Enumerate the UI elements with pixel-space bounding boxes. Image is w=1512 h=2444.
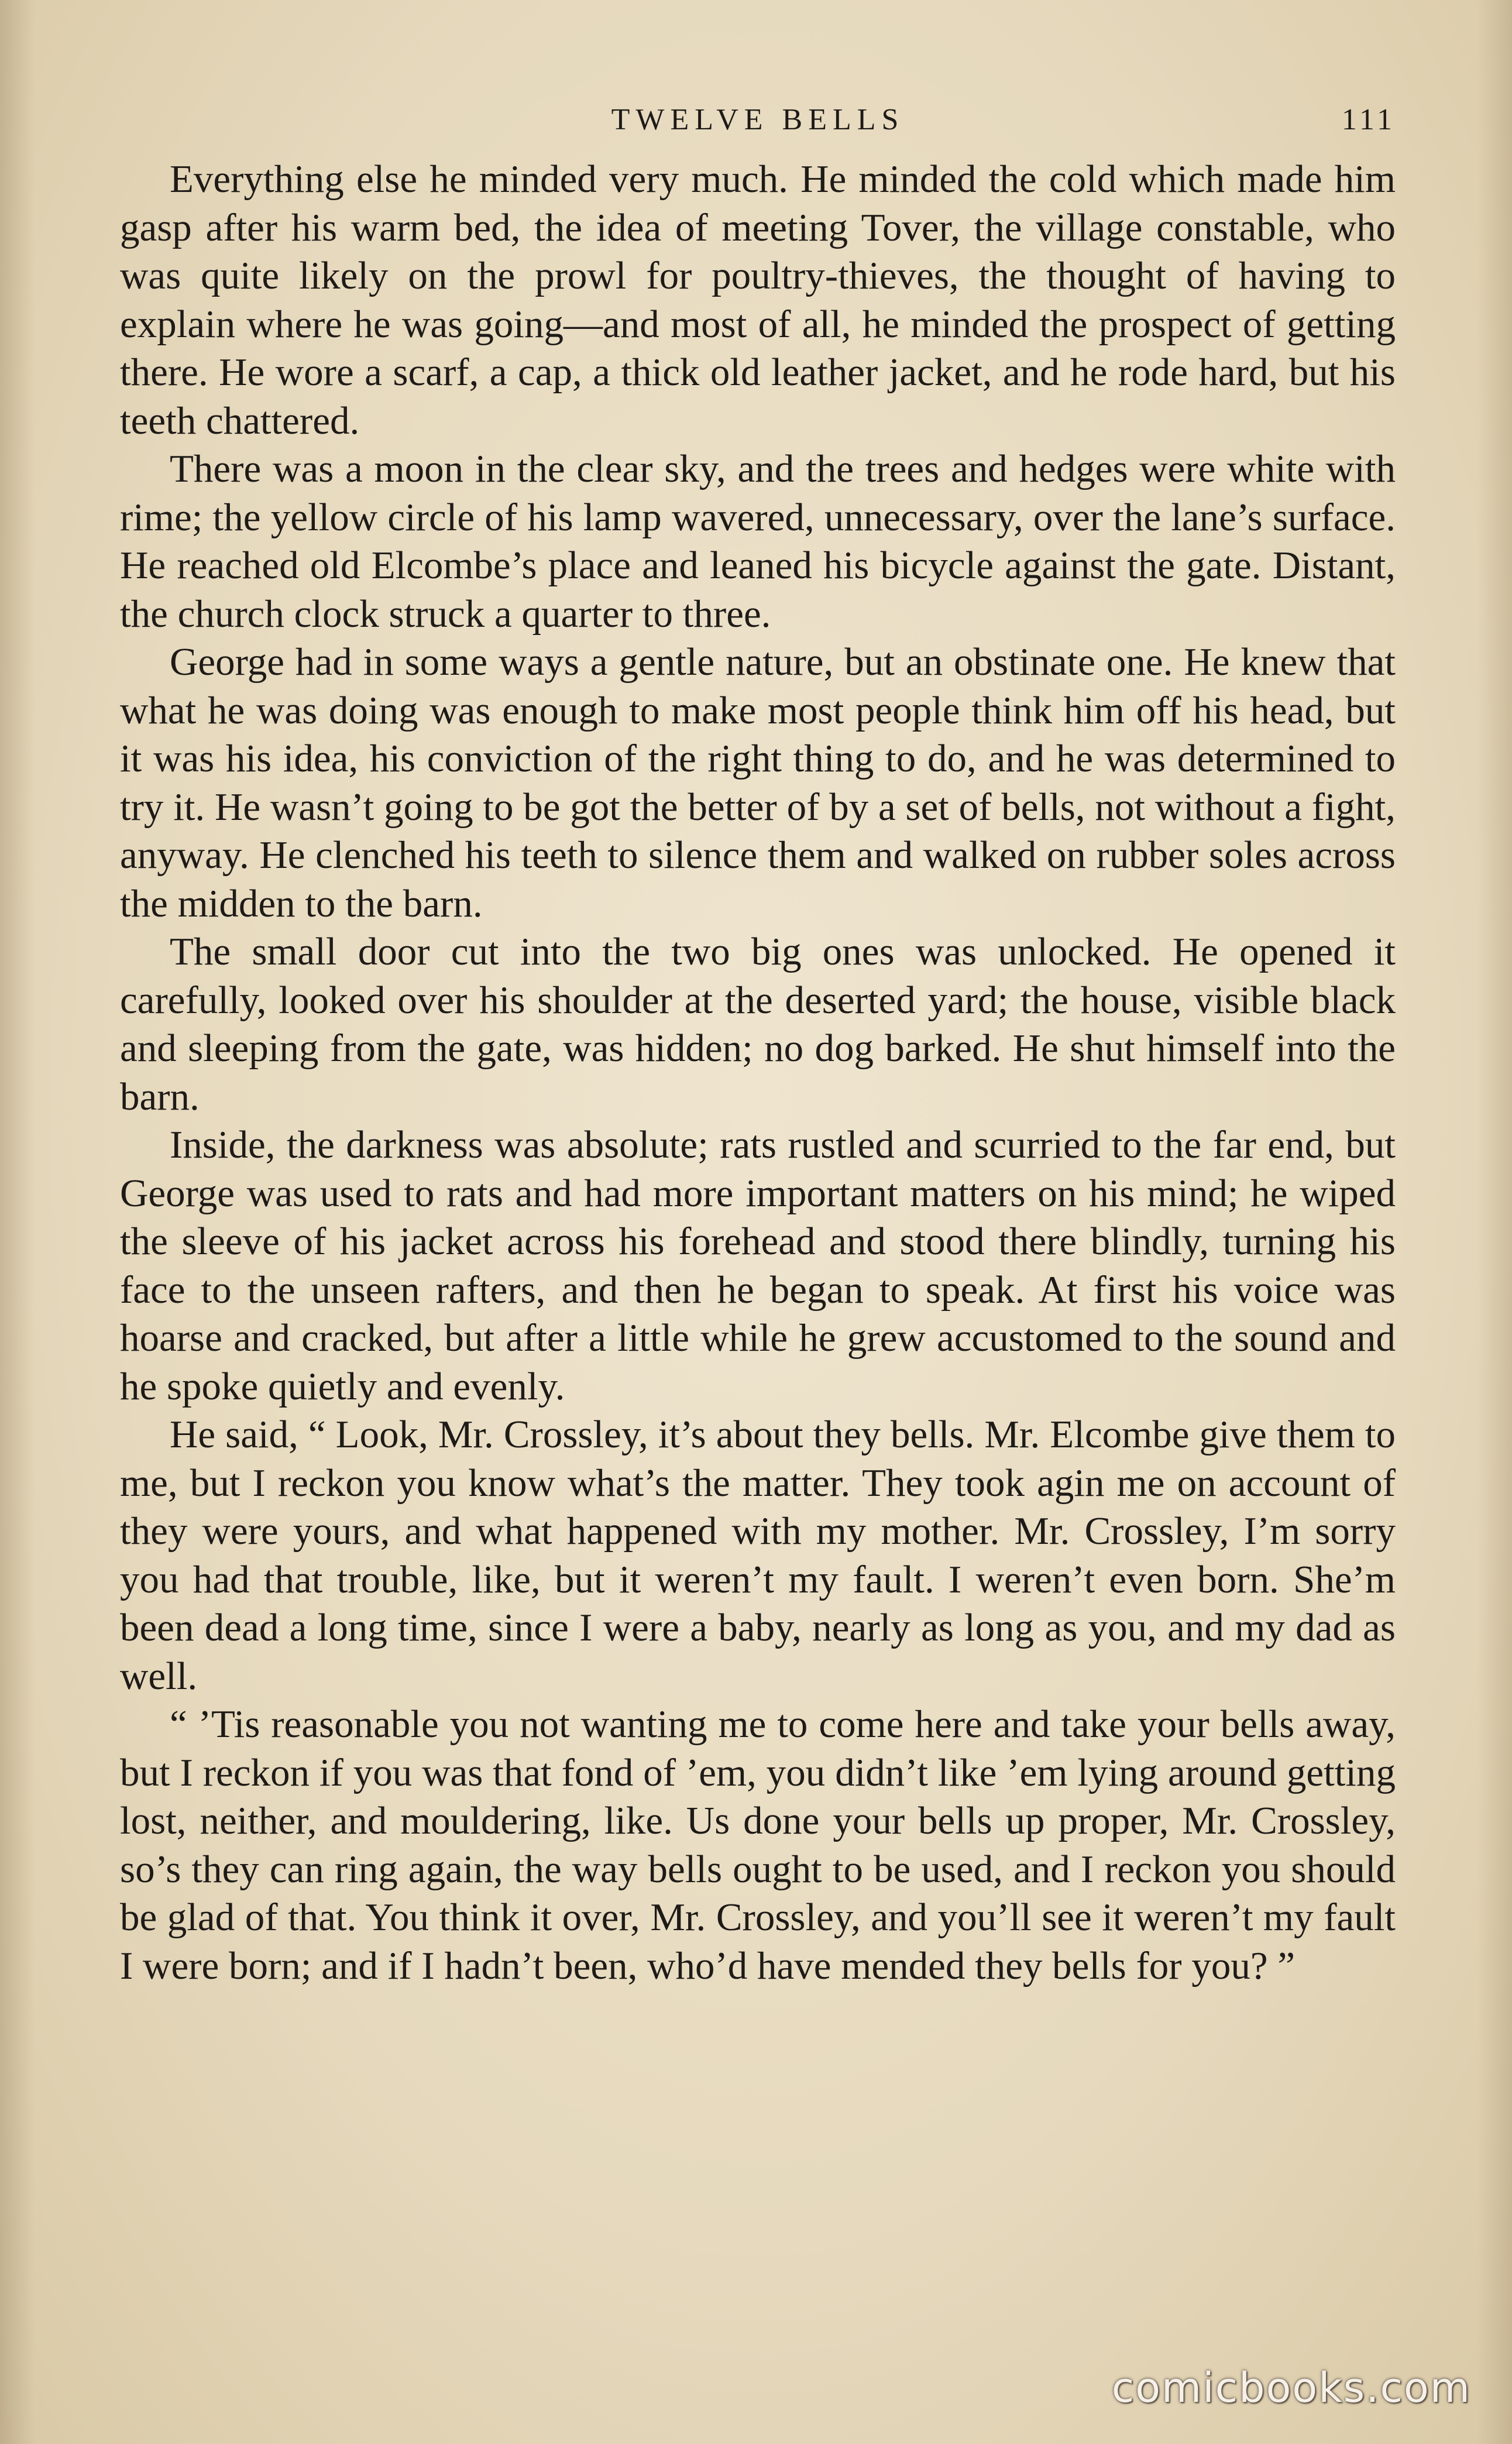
paragraph: “ ’Tis reasonable you not wanting me to come here and take your bells away, but I reckon if you was that fond of ’em, you didn’t like ’em lying around getting lost, neither, and mouldering, like. Us done your bells up proper, Mr. Crossley, so’s they can ring again, the way bells ought to be used, and I reckon you should be glad of that. You think it over, Mr. Crossley, and you’ll see it weren’t my fault I were born; and if I hadn’t been, who’d have mended they bells for you? ”: [120, 1702, 1396, 1988]
paragraph: George had in some ways a gentle nature, but an obstinate one. He knew that what he was doing was enough to make most people think him off his head, but it was his idea, his conviction of the right thing to do, and he was determined to try it. He wasn’t going to be got the better of by a set of bells, not without a fight, anyway. He clenched his teeth to silence them and walked on rubber soles across the midden to the barn.: [120, 640, 1396, 925]
watermark: comicbooks.com: [1111, 2364, 1471, 2412]
paragraph: He said, “ Look, Mr. Crossley, it’s about they bells. Mr. Elcombe give them to me, but I reckon you know what’s the matter. They took agin me on account of they were yours, and what happened with my mother. Mr. Crossley, I’m sorry you had that trouble, like, but it weren’t my fault. I weren’t even born. She’m been dead a long time, since I were a baby, nearly as long as you, and my dad as well.: [120, 1413, 1396, 1698]
paragraph: Inside, the darkness was absolute; rats rustled and scurried to the far end, but George was used to rats and had more important matters on his mind; he wiped the sleeve of his jacket across his forehead and stood there blindly, turning his face to the unseen rafters, and then he began to speak. At first his voice was hoarse and cracked, but after a little while he grew accustomed to the sound and he spoke quietly and evenly.: [120, 1123, 1396, 1408]
page-edge-shadow-left: [0, 0, 35, 2444]
page-number: 111: [1341, 103, 1396, 136]
paragraph: The small door cut into the two big ones was unlocked. He opened it carefully, looked over his shoulder at the deserted yard; the house, visible black and sleeping from the gate, was hidden; no dog barked. He shut himself into the barn.: [120, 930, 1396, 1118]
body-text: [120, 155, 1396, 1990]
running-head: [120, 99, 1396, 140]
running-title: TWELVE BELLS: [611, 103, 905, 136]
paragraph: There was a moon in the clear sky, and the trees and hedges were white with rime; the yellow circle of his lamp wavered, unnecessary, over the lane’s surface. He reached old Elcombe’s place and leaned his bicycle against the gate. Distant, the church clock struck a quarter to three.: [120, 447, 1396, 636]
paragraph: Everything else he minded very much. He minded the cold which made him gasp after his warm bed, the idea of meeting Tover, the village constable, who was quite likely on the prowl for poultry-thieves, the thought of having to explain where he was going—and most of all, he minded the prospect of getting there. He wore a scarf, a cap, a thick old leather jacket, and he rode hard, but his teeth chattered.: [120, 157, 1396, 442]
page-edge-shadow-right: [1477, 0, 1512, 2444]
